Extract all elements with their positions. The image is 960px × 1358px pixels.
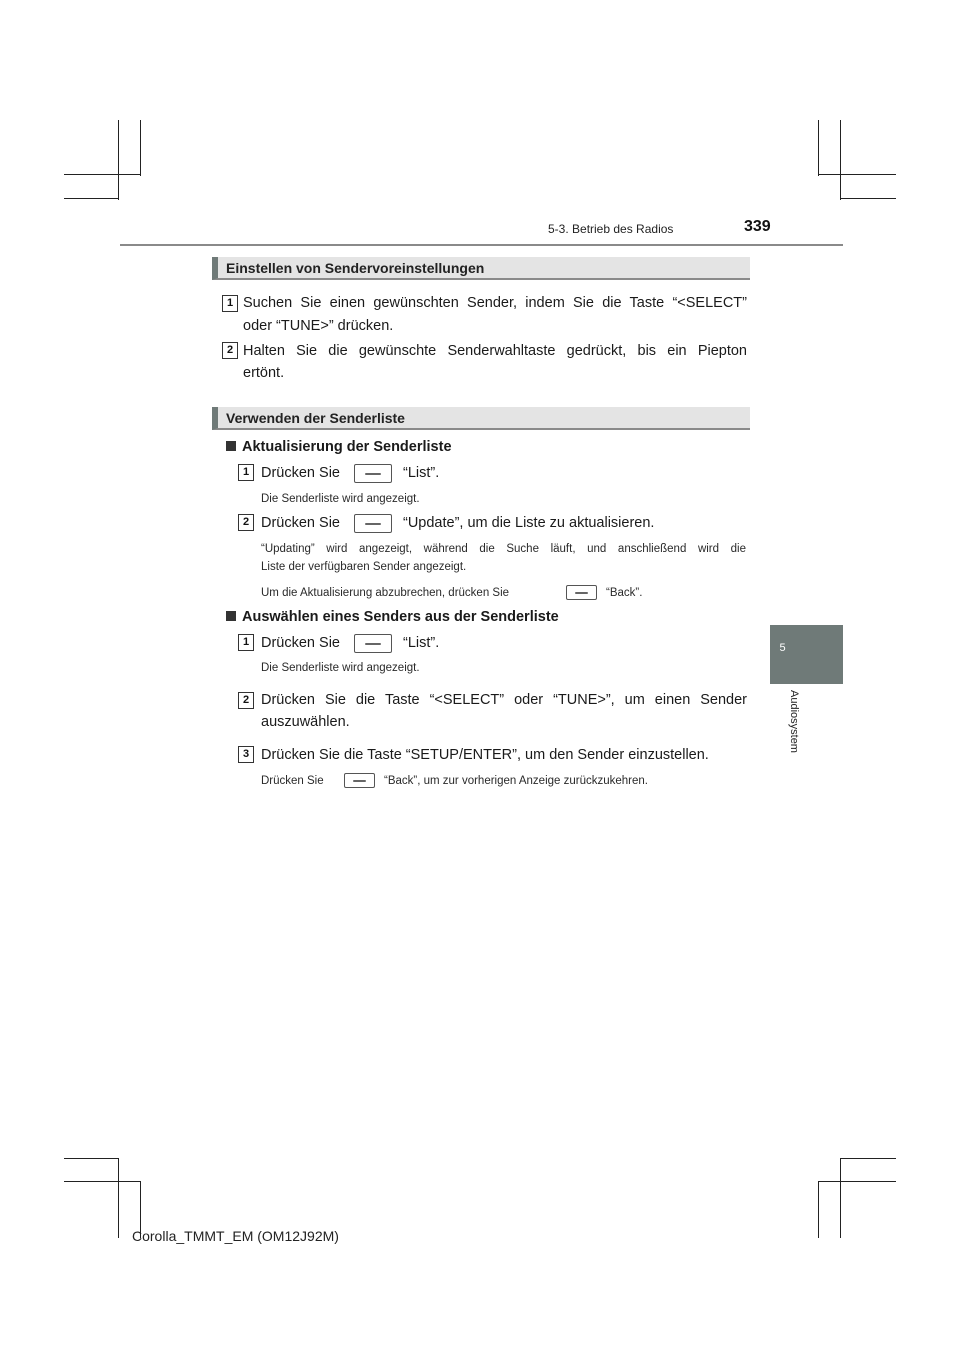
crop-mark [118,1158,119,1238]
footer-document-id: Corolla_TMMT_EM (OM12J92M) [132,1228,339,1244]
step-text: Drücken Sie [261,515,340,531]
step-note: Liste der verfügbaren Sender angezeigt. [261,561,467,573]
crop-mark [840,198,896,199]
step-text: auszuwählen. [261,714,350,730]
crop-mark [64,1158,119,1159]
step-text: Drücken Sie [261,465,340,481]
step-note: Drücken Sie [261,775,324,787]
step-text: ertönt. [243,365,285,381]
crop-mark [840,1158,896,1159]
step-text: Drücken Sie die Taste “SETUP/ENTER”, um den Sender einzustellen. [261,747,709,763]
step-note: “Back”. [606,587,643,599]
step-text: Drücken Sie [261,635,340,651]
step-number: 2 [222,342,238,359]
screen-button-icon [354,634,392,653]
step-note: Um die Aktualisierung abzubrechen, drücken Sie [261,587,510,599]
step-number: 1 [238,464,254,481]
step-text: “List”. [403,465,440,481]
section-path: 5-3. Betrieb des Radios [548,222,674,236]
square-bullet-icon [226,441,236,451]
chapter-number: 5 [779,642,786,654]
crop-mark [64,174,141,175]
crop-mark [818,1181,896,1182]
step-note: “Updating” wird angezeigt, während die Suche läuft, und anschließend wird die [261,543,746,555]
step-text: Drücken Sie die Taste “<SELECT” oder “TUNE>”, um einen Sender [261,692,747,708]
step-number: 1 [222,295,238,312]
crop-mark [818,120,819,176]
crop-mark [140,120,141,176]
section-heading-text: Einstellen von Sendervoreinstellungen [226,260,485,276]
step-number: 2 [238,514,254,531]
subsection-heading: Auswählen eines Senders aus der Senderliste [226,609,559,625]
page-number: 339 [744,218,771,235]
step-number: 1 [238,634,254,651]
step-note: “Back”, um zur vorherigen Anzeige zurückzukehren. [384,775,648,787]
step-text: “List”. [403,635,440,651]
crop-mark [118,120,119,200]
step-number: 3 [238,746,254,763]
section-heading-station-list [212,407,750,430]
crop-mark [818,174,896,175]
step-text: Suchen Sie einen gewünschten Sender, indem Sie die Taste “<SELECT” [243,295,747,311]
crop-mark [64,198,119,199]
section-heading-text: Verwenden der Senderliste [226,410,405,426]
step-number: 2 [238,692,254,709]
step-text: “Update”, um die Liste zu aktualisieren. [403,515,655,531]
screen-button-icon [344,773,375,788]
screen-button-icon [354,514,392,533]
step-note: Die Senderliste wird angezeigt. [261,493,420,505]
subsection-heading: Aktualisierung der Senderliste [226,439,452,455]
crop-mark [64,1181,141,1182]
crop-mark [840,120,841,200]
crop-mark [818,1181,819,1238]
chapter-tab [770,625,843,684]
screen-button-icon [354,464,392,483]
square-bullet-icon [226,611,236,621]
crop-mark [840,1158,841,1238]
header-rule [120,244,843,246]
step-note: Die Senderliste wird angezeigt. [261,662,420,674]
chapter-label: Audiosystem [788,690,800,753]
step-text: Halten Sie die gewünschte Senderwahltaste gedrückt, bis ein Piepton [243,343,747,359]
step-text: oder “TUNE>” drücken. [243,318,394,334]
screen-button-icon [566,585,597,600]
section-heading-presets [212,257,750,280]
